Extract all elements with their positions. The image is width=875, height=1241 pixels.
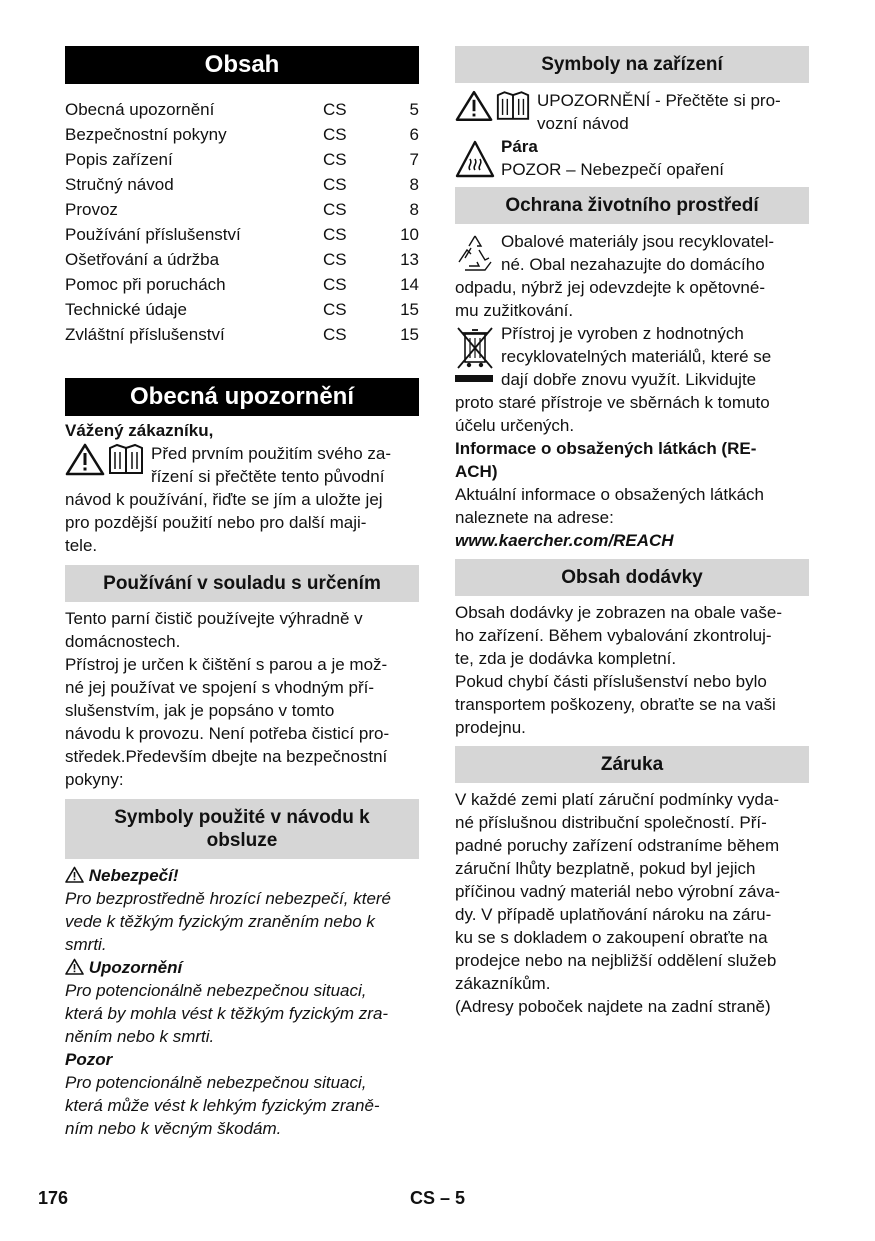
recycle-icon <box>455 232 495 272</box>
toc-entry <box>65 97 419 122</box>
recycle-text-line: mu zužitkování. <box>455 301 574 320</box>
intended-use-line: návodu k provozu. Není potřeba čisticí pro- <box>65 724 390 743</box>
toc-entry-page: 8 <box>409 175 419 194</box>
toc-entry <box>65 222 419 247</box>
intro-text-line: tele. <box>65 536 98 555</box>
intended-use-line: pokyny: <box>65 770 124 789</box>
warning-text-line: něním nebo k smrti. <box>65 1027 215 1046</box>
intended-use-line: domácnostech. <box>65 632 181 651</box>
intro-text-line: návod k používání, řiďte se jím a uložte jej <box>65 490 383 509</box>
toc-entry-label: Provoz <box>65 200 118 219</box>
steam-hot-surface-icon <box>455 139 495 179</box>
warranty-text-line: né příslušnou distribuční společností. Pří- <box>455 813 767 832</box>
weee-line-1: Přístroj je vyroben z hodnotných <box>501 324 744 343</box>
intro-rest <box>65 488 419 557</box>
delivery-text-line: prodejnu. <box>455 718 526 737</box>
delivery-text-line: transportem poškozeny, obraťte se na vaši <box>455 695 776 714</box>
device-warning-block <box>455 89 809 135</box>
caution-text-line: ním nebo k věcným škodám. <box>65 1119 282 1138</box>
warranty-text-line: příčinou vadný materiál nebo výrobní záva- <box>455 882 781 901</box>
intended-use-line: né jej používat ve spojení s vhodným pří- <box>65 678 374 697</box>
warranty-text-line: V každé zemi platí záruční podmínky vyda- <box>455 790 780 809</box>
recycle-block <box>455 230 809 322</box>
device-warning-line-1: UPOZORNĚNÍ - Přečtěte si pro- <box>537 91 781 110</box>
toc-entry <box>65 297 419 322</box>
toc-entry-label: Používání příslušenství <box>65 225 241 244</box>
delivery-text-line: ho zařízení. Během vybalování zkontroluj- <box>455 626 772 645</box>
toc-entry-page: 7 <box>409 150 419 169</box>
reach-title-line-1: Informace o obsažených látkách (RE- <box>455 439 757 458</box>
page-number: 176 <box>38 1188 69 1208</box>
manual-symbols-title <box>65 799 419 859</box>
steam-label: Pára <box>501 137 538 156</box>
toc-entry-label: Stručný návod <box>65 175 174 194</box>
toc-table <box>65 97 419 347</box>
toc-entry-lang: CS <box>323 225 347 244</box>
warning-triangle-icon <box>65 442 105 476</box>
intended-use-line: Přístroj je určen k čištění s parou a je mož- <box>65 655 388 674</box>
caution-text-line: Pro potencionálně nebezpečnou situaci, <box>65 1073 367 1092</box>
toc-entry-page: 5 <box>409 100 419 119</box>
warranty-title: Záruka <box>455 746 809 783</box>
toc-entry-page: 15 <box>400 300 419 319</box>
delivery-text-line: te, zda je dodávka kompletní. <box>455 649 677 668</box>
manual-book-icon <box>107 442 145 476</box>
intended-use-text <box>65 607 419 791</box>
weee-text-line: účelu určených. <box>455 416 575 435</box>
recycle-line-2: né. Obal nezahazujte do domácího <box>501 255 765 274</box>
reach-text-line: naleznete na adrese: <box>455 508 614 527</box>
greeting: Vážený zákazníku, <box>65 421 214 440</box>
warranty-text-line: (Adresy poboček najdete na zadní straně) <box>455 997 771 1016</box>
intro-icons <box>65 442 145 488</box>
warning-text <box>65 979 419 1048</box>
intro-line-1: Před prvním použitím svého za- <box>151 444 391 463</box>
weee-line-3: dají dobře znovu využít. Likvidujte <box>501 370 757 389</box>
toc-entry-label: Bezpečnostní pokyny <box>65 125 227 144</box>
device-manual-book-icon <box>495 89 531 122</box>
reach-text-line: Aktuální informace o obsažených látkách <box>455 485 765 504</box>
intro-text-line: pro pozdější použití nebo pro další maji- <box>65 513 367 532</box>
toc-entry <box>65 172 419 197</box>
device-warning-line-2: vozní návod <box>537 114 629 133</box>
toc-entry-page: 13 <box>400 250 419 269</box>
warning-text-line: která by mohla vést k těžkým fyzickým zra- <box>65 1004 389 1023</box>
intended-use-line: Tento parní čistič používejte výhradně v <box>65 609 363 628</box>
delivery-text <box>455 601 809 739</box>
device-warning-icons <box>455 89 531 135</box>
toc-entry-label: Pomoc při poruchách <box>65 275 226 294</box>
right-column <box>455 46 809 1018</box>
toc-entry-label: Popis zařízení <box>65 150 173 169</box>
delivery-title: Obsah dodávky <box>455 559 809 596</box>
reach-url: www.kaercher.com/REACH <box>455 531 674 550</box>
warning-label: Upozornění <box>88 958 183 977</box>
warranty-text <box>455 788 809 1018</box>
intended-use-line: slušenstvím, jak je popsáno v tomto <box>65 701 335 720</box>
intro-line-2: řízení si přečtěte tento původní <box>151 467 385 486</box>
toc-entry-lang: CS <box>323 100 347 119</box>
device-symbols-title: Symboly na zařízení <box>455 46 809 83</box>
toc-entry-page: 6 <box>409 125 419 144</box>
reach-title-line-2: ACH) <box>455 462 498 481</box>
toc-entry-label: Obecná upozornění <box>65 100 215 119</box>
caution-text-line: která může vést k lehkým fyzickým zraně- <box>65 1096 380 1115</box>
environment-title: Ochrana životního prostředí <box>455 187 809 224</box>
manual-symbols-title-line-1: Symboly použité v návodu k <box>114 807 370 828</box>
weee-text-line: proto staré přístroje ve sběrnách k tomuto <box>455 393 770 412</box>
toc-entry <box>65 147 419 172</box>
toc-entry <box>65 272 419 297</box>
intended-use-line: středek.Především dbejte na bezpečnostní <box>65 747 388 766</box>
toc-entry-label: Zvláštní příslušenství <box>65 325 225 344</box>
weee-rest <box>455 391 809 437</box>
intro-block <box>65 442 419 488</box>
toc-entry <box>65 247 419 272</box>
danger-text <box>65 887 419 956</box>
crossed-out-bin-icon <box>455 324 495 384</box>
toc-entry-lang: CS <box>323 150 347 169</box>
toc-entry <box>65 122 419 147</box>
device-warning-triangle-icon <box>455 89 493 122</box>
caution-heading: Pozor <box>65 1050 113 1069</box>
warning-text-line: Pro potencionálně nebezpečnou situaci, <box>65 981 367 1000</box>
weee-line-2: recyklovatelných materiálů, které se <box>501 347 772 366</box>
warranty-text-line: dy. V případě uplatňování nároku na záru- <box>455 905 772 924</box>
general-title: Obecná upozornění <box>65 378 419 416</box>
warranty-text-line: zákazníkům. <box>455 974 551 993</box>
danger-heading <box>65 864 419 887</box>
toc-entry-label: Ošetřování a údržba <box>65 250 220 269</box>
toc-entry-lang: CS <box>323 125 347 144</box>
steam-text: POZOR – Nebezpečí opaření <box>501 160 725 179</box>
toc-entry-lang: CS <box>323 250 347 269</box>
toc-entry-lang: CS <box>323 175 347 194</box>
recycle-text-line: odpadu, nýbrž jej odevzdejte k opětovné- <box>455 278 765 297</box>
reach-text <box>455 483 809 529</box>
toc-entry-page: 15 <box>400 325 419 344</box>
toc-entry-lang: CS <box>323 300 347 319</box>
footer-section: CS – 5 <box>410 1188 466 1208</box>
toc-entry-lang: CS <box>323 275 347 294</box>
toc-entry-lang: CS <box>323 325 347 344</box>
danger-text-line: vede k těžkým fyzickým zraněním nebo k <box>65 912 375 931</box>
toc-entry-lang: CS <box>323 200 347 219</box>
delivery-text-line: Pokud chybí části příslušenství nebo bylo <box>455 672 767 691</box>
warranty-text-line: padné poruchy zařízení odstraníme během <box>455 836 780 855</box>
caution-text <box>65 1071 419 1140</box>
toc-entry-page: 8 <box>409 200 419 219</box>
toc-entry <box>65 322 419 347</box>
warning-small-triangle-icon <box>65 958 84 975</box>
warning-heading <box>65 956 419 979</box>
toc-title: Obsah <box>65 46 419 84</box>
warranty-text-line: ku se s dokladem o zakoupení obraťte na <box>455 928 768 947</box>
manual-symbols-title-line-2: obsluze <box>206 830 278 851</box>
danger-text-line: smrti. <box>65 935 107 954</box>
recycle-line-1: Obalové materiály jsou recyklovatel- <box>501 232 775 251</box>
toc-entry <box>65 197 419 222</box>
toc-entry-label: Technické údaje <box>65 300 187 319</box>
danger-text-line: Pro bezprostředně hrozící nebezpečí, které <box>65 889 392 908</box>
steam-icons <box>455 135 495 181</box>
warranty-text-line: záruční lhůty bezplatně, pokud byl jejich <box>455 859 756 878</box>
warranty-text-line: prodejce nebo na nejbližší oddělení služeb <box>455 951 777 970</box>
steam-block <box>455 135 809 181</box>
recycle-rest <box>455 276 809 322</box>
danger-label: Nebezpečí! <box>88 866 179 885</box>
toc-entry-page: 14 <box>400 275 419 294</box>
danger-triangle-icon <box>65 866 84 883</box>
left-column <box>65 46 419 1140</box>
delivery-text-line: Obsah dodávky je zobrazen na obale vaše- <box>455 603 782 622</box>
weee-block <box>455 322 809 437</box>
intended-use-title: Používání v souladu s určením <box>65 565 419 602</box>
toc-entry-page: 10 <box>400 225 419 244</box>
